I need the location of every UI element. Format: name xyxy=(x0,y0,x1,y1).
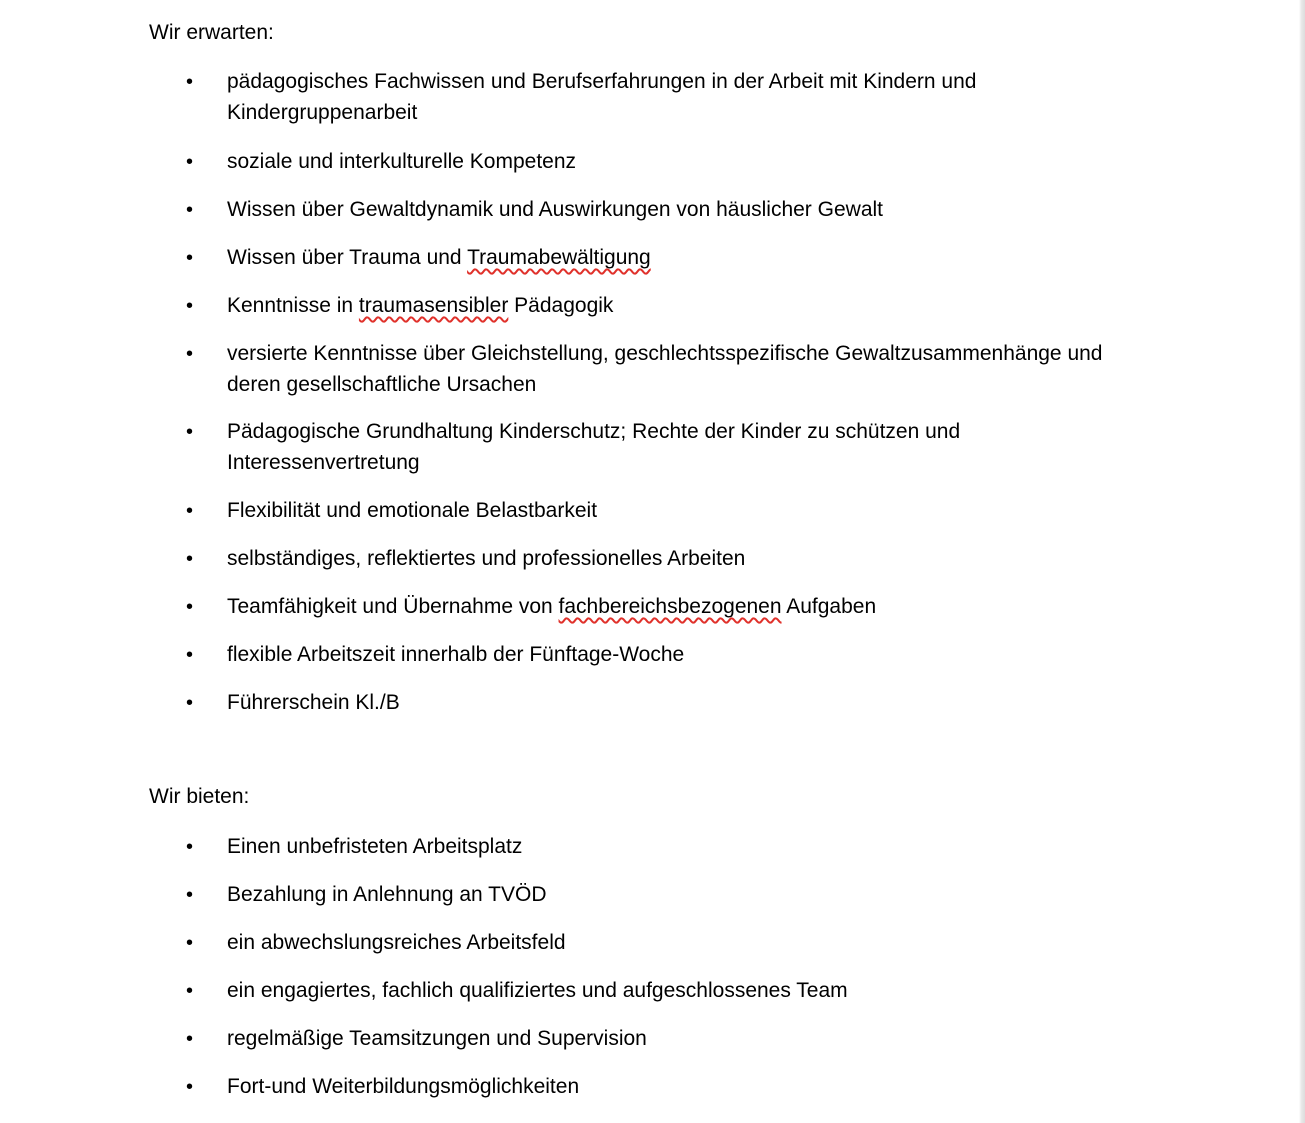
list-item-text[interactable]: flexible Arbeitszeit innerhalb der Fünftage-Woche xyxy=(227,643,685,666)
text-segment: Kenntnisse in xyxy=(227,294,359,317)
list-item-text[interactable]: ein engagiertes, fachlich qualifiziertes und aufgeschlossenes Team xyxy=(227,979,848,1002)
list-item-text[interactable]: ein abwechslungsreiches Arbeitsfeld xyxy=(227,931,566,954)
bullet-icon: • xyxy=(186,548,194,570)
list-item-text[interactable]: Pädagogische Grundhaltung Kinderschutz; Rechte der Kinder zu schützen und Interessenvertretung xyxy=(227,420,961,474)
section-heading-expect: Wir erwarten: xyxy=(149,21,274,44)
bullet-icon: • xyxy=(186,596,194,618)
text-segment: Aufgaben xyxy=(781,595,877,618)
bullet-icon: • xyxy=(186,343,194,365)
list-item-text[interactable]: selbständiges, reflektiertes und professionelles Arbeiten xyxy=(227,547,746,570)
bullet-icon: • xyxy=(186,247,194,269)
list-item-text[interactable]: versierte Kenntnisse über Gleichstellung, geschlechtsspezifische Gewaltzusammenhänge und deren gesellschaftliche Ursachen xyxy=(227,342,1103,396)
list-item-text[interactable]: pädagogisches Fachwissen und Berufserfahrungen in der Arbeit mit Kindern und Kindergruppenarbeit xyxy=(227,70,977,124)
bullet-icon: • xyxy=(186,884,194,906)
bullet-icon: • xyxy=(186,836,194,858)
list-item-text[interactable]: Bezahlung in Anlehnung an TVÖD xyxy=(227,883,547,906)
spellcheck-flagged-word[interactable]: traumasensibler xyxy=(358,294,509,317)
text-segment: Wissen über Trauma und xyxy=(227,246,468,269)
bullet-icon: • xyxy=(186,500,194,522)
list-item-text[interactable]: Flexibilität und emotionale Belastbarkeit xyxy=(227,499,598,522)
bullet-icon: • xyxy=(186,71,194,93)
bullet-icon: • xyxy=(186,1028,194,1050)
bullet-icon: • xyxy=(186,421,194,443)
bullet-icon: • xyxy=(186,1076,194,1098)
page-edge-shadow xyxy=(1299,0,1305,1123)
spellcheck-flagged-word[interactable]: fachbereichsbezogenen xyxy=(558,595,782,618)
bullet-icon: • xyxy=(186,295,194,317)
bullet-icon: • xyxy=(186,644,194,666)
bullet-icon: • xyxy=(186,980,194,1002)
bullet-icon: • xyxy=(186,151,194,173)
bullet-icon: • xyxy=(186,199,194,221)
list-item-text[interactable]: Einen unbefristeten Arbeitsplatz xyxy=(227,835,523,858)
list-item-text[interactable] xyxy=(227,592,1147,623)
section-heading-offer: Wir bieten: xyxy=(149,785,250,808)
bullet-icon: • xyxy=(186,932,194,954)
list-item-text[interactable]: Führerschein Kl./B xyxy=(227,691,400,714)
list-item-text[interactable]: Wissen über Gewaltdynamik und Auswirkungen von häuslicher Gewalt xyxy=(227,198,883,221)
list-item-text[interactable] xyxy=(227,291,1147,322)
bullet-icon: • xyxy=(186,692,194,714)
spellcheck-flagged-word[interactable]: Traumabewältigung xyxy=(467,246,651,269)
list-item-text[interactable]: soziale und interkulturelle Kompetenz xyxy=(227,150,577,173)
list-item-text[interactable] xyxy=(227,243,1147,274)
text-segment: Pädagogik xyxy=(508,294,614,317)
list-item-text[interactable]: Fort-und Weiterbildungsmöglichkeiten xyxy=(227,1075,580,1098)
text-segment: Teamfähigkeit und Übernahme von xyxy=(227,595,559,618)
list-item-text[interactable]: regelmäßige Teamsitzungen und Supervision xyxy=(227,1027,647,1050)
